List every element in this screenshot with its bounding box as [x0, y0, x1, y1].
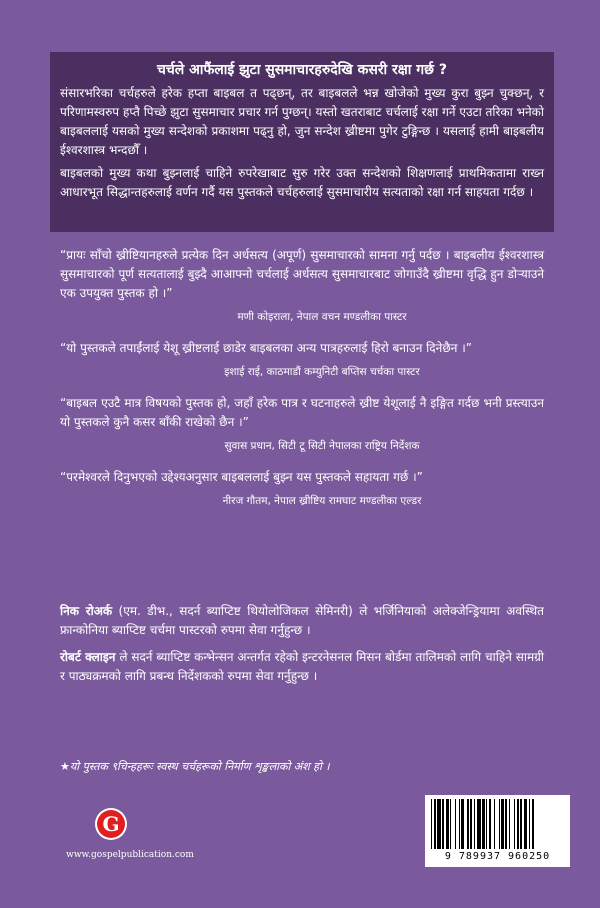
description-box	[50, 52, 554, 232]
publisher-logo-letter: G	[97, 810, 125, 838]
endorsement-text: “यो पुस्तकले तपाईंलाई येशू ख्रीष्टलाई छाडेर बाइबलका अन्य पात्रहरुलाई हिरो बनाउन दिनेछैन ।”	[60, 341, 472, 355]
author-bios	[60, 602, 544, 694]
description-title: चर्चले आफैंलाई झुटा सुसमाचारहरुदेखि कसरी रक्षा गर्छ ?	[156, 62, 447, 78]
barcode-bars	[431, 799, 564, 849]
endorsements	[60, 246, 544, 523]
endorsement-attribution: इशाई राई, काठमाडौं कम्युनिटी बप्तिस चर्चका पास्टर	[224, 366, 420, 378]
author-bio	[60, 602, 544, 640]
endorsement-attribution: मणी कोइराला, नेपाल वचन मण्डलीका पास्टर	[237, 311, 407, 323]
endorsement	[60, 394, 544, 454]
endorsement-text: “बाइबल एउटै मात्र विषयको पुस्तक हो, जहाँ हरेक पात्र र घटनाहरुले ख्रीष्ट येशूलाई नै इङ्गित गर्दछ भनी प्रस्त्याउन यो पुस्तकले कुनै कसर बाँकी राखेको छैन ।”	[60, 396, 544, 429]
author-name: निक रोअर्क	[60, 604, 113, 618]
endorsement	[60, 339, 544, 380]
endorsement-attribution: नीरज गौतम, नेपाल ख्रीष्टिय रामघाट मण्डलीका एल्डर	[222, 495, 422, 507]
description-paragraph: बाइबलको मुख्य कथा बुझ्नलाई चाहिने रुपरेखाबाट सुरु गरेर उक्त सन्देशको शिक्षणलाई प्राथमिकतामा राख्न आधारभूत सिद्धान्तहरुलाई वर्णन गर्दै यस पुस्तकले चर्चहरुलाई सुसमाचारीय सत्यताको रक्षा गर्न साहयता गर्दछ ।	[60, 166, 544, 199]
description-paragraph: संसारभरिका चर्चहरुले हरेक हप्ता बाइबल त पढ्छन्, तर बाइबलले भन्न खोजेको मुख्य कुरा बुझ्न चुक्छन्, र परिणामस्वरुप हप्तै पिच्छे झुटा सुसमाचार प्रचार गर्न पुग्छन्। यस्तो खतराबाट चर्चलाई रक्षा गर्ने एउटा तरिका भनेको बाइबललाई यसको मुख्य सन्देशको प्रकाशमा पढ्नु हो, जुन सन्देश ख्रीष्टमा पुगेर टुङ्गिन्छ । यसलाई हामी बाइबलीय ईश्वरशास्त्र भन्दछौँ ।	[60, 86, 544, 157]
author-bio-text: ले सदर्न ब्याप्टिष्ट कन्भेन्सन अन्तर्गत रहेको इन्टरनेसनल मिसन बोर्डमा तालिमको लागि चाहिने सामग्री र पाठ्यक्रमको लागि प्रबन्ध निर्देशकको रुपमा सेवा गर्नुहुन्छ ।	[60, 650, 545, 683]
author-name: रोबर्ट क्लाइन	[60, 650, 116, 664]
series-note: ★यो पुस्तक ९चिन्हहरूः स्वस्थ चर्चहरूको निर्माण शृङ्खलाको अंश हो ।	[60, 760, 330, 773]
barcode-number: 9 789937 960250	[444, 851, 551, 862]
author-bio-text: (एम. डीभ., सदर्न ब्याप्टिष्ट थियोलोजिकल सेमिनरी) ले भर्जिनियाको अलेक्जेन्ड्रियामा अवस्थित फ्रान्कोनिया ब्याप्टिष्ट चर्चमा पास्टरको रुपमा सेवा गर्नुहुन्छ ।	[60, 604, 544, 637]
endorsement-text: “परमेश्वरले दिनुभएको उद्देश्यअनुसार बाइबललाई बुझ्न यस पुस्तकले सहायता गर्छ ।”	[60, 470, 423, 484]
isbn-barcode	[425, 795, 570, 867]
endorsement-text: “प्रायः साँचो ख्रीष्टियानहरुले प्रत्येक दिन अर्धसत्य (अपूर्ण) सुसमाचारको सामना गर्नु पर्दछ । बाइबलीय ईश्वरशास्त्र सुसमाचारको पूर्ण सत्यतालाई बुझ्दै आआफ्नो चर्चलाई अर्धसत्य सुसमाचारबाट जोगाउँदै ख्रीष्टमा वृद्धि हुन डोऱ्याउने एक उपयुक्त पुस्तक हो ।”	[60, 248, 544, 300]
endorsement	[60, 468, 544, 509]
publisher-logo	[95, 808, 127, 840]
barcode-bar	[534, 799, 535, 849]
endorsement-attribution: सुवास प्रधान, सिटी टू सिटी नेपालका राष्ट्रिय निर्देशक	[224, 440, 420, 452]
publisher-website: www.gospelpublication.com	[66, 850, 194, 860]
endorsement	[60, 246, 544, 325]
author-bio	[60, 648, 544, 686]
